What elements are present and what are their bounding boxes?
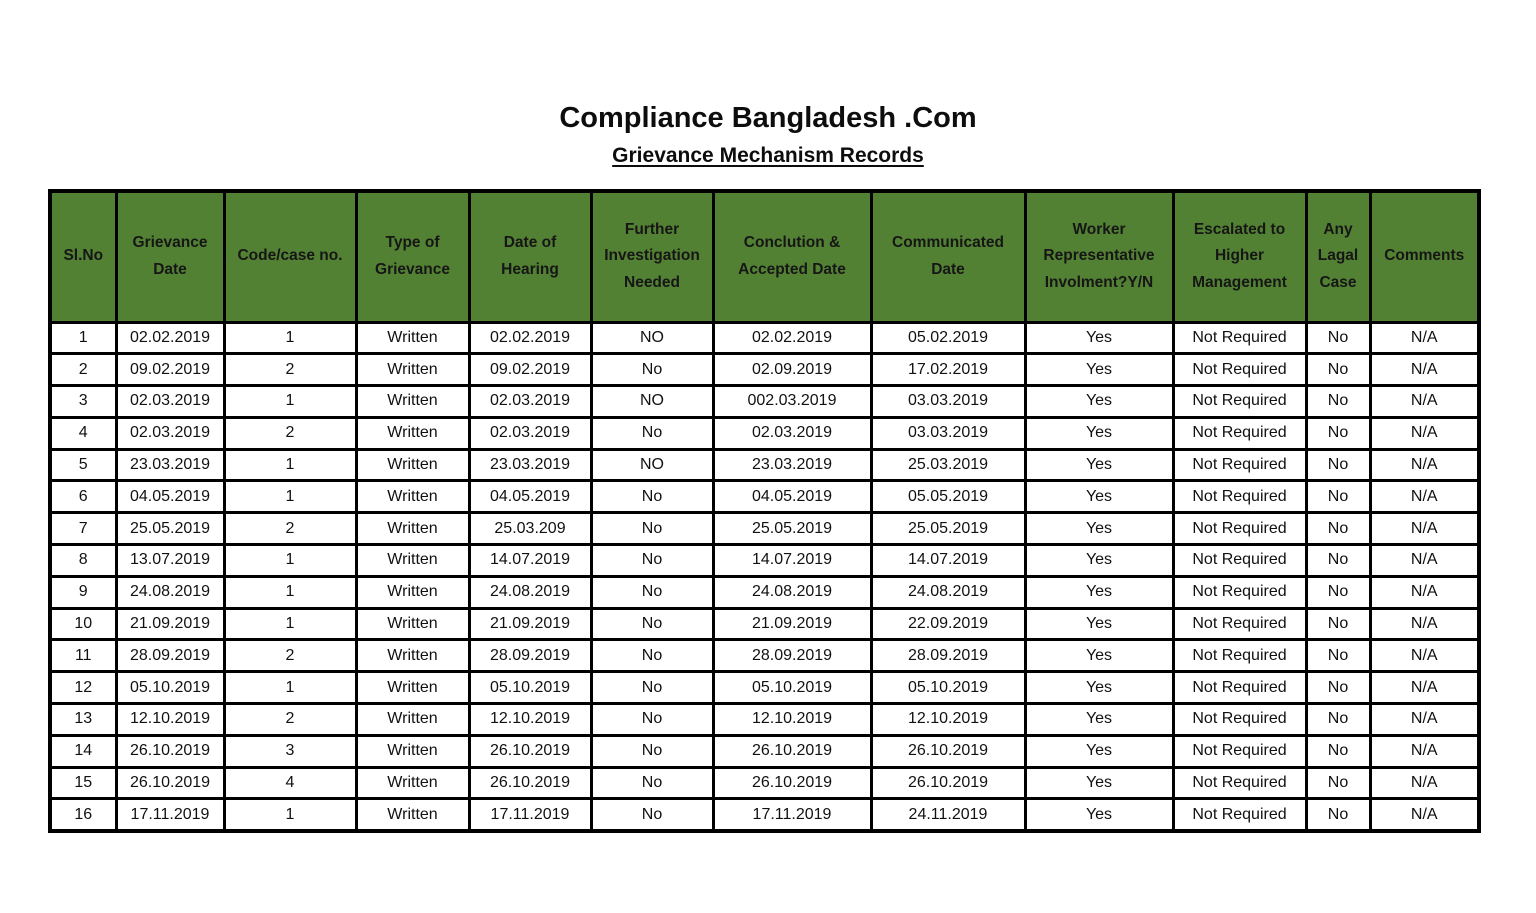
table-cell: 24.08.2019 [469, 576, 591, 608]
table-cell: Not Required [1173, 322, 1306, 354]
table-row [50, 640, 1479, 672]
table-row [50, 704, 1479, 736]
column-header: Sl.No [50, 191, 116, 322]
table-cell: No [1306, 640, 1370, 672]
table-cell: 25.05.2019 [713, 513, 871, 545]
table-cell: 02.03.2019 [469, 386, 591, 418]
table-cell: Yes [1025, 354, 1173, 386]
column-header: Any Lagal Case [1306, 191, 1370, 322]
table-cell: 21.09.2019 [713, 608, 871, 640]
table-cell: Written [356, 481, 469, 513]
table-cell: N/A [1370, 799, 1479, 831]
table-cell: Written [356, 417, 469, 449]
table-cell: Not Required [1173, 417, 1306, 449]
table-cell: 26.10.2019 [871, 767, 1025, 799]
table-cell: No [1306, 799, 1370, 831]
table-cell: 23.03.2019 [116, 449, 224, 481]
table-cell: 1 [224, 449, 356, 481]
table-cell: Yes [1025, 322, 1173, 354]
table-cell: No [591, 545, 713, 577]
table-cell: 05.02.2019 [871, 322, 1025, 354]
table-cell: Not Required [1173, 672, 1306, 704]
table-cell: 17.11.2019 [116, 799, 224, 831]
table-cell: 05.10.2019 [116, 672, 224, 704]
table-cell: Yes [1025, 672, 1173, 704]
grievance-records-table [48, 189, 1481, 833]
table-cell: 16 [50, 799, 116, 831]
table-cell: 1 [224, 545, 356, 577]
table-cell: 23.03.2019 [713, 449, 871, 481]
column-header: Worker Representative Involment?Y/N [1025, 191, 1173, 322]
table-cell: Yes [1025, 545, 1173, 577]
table-cell: 2 [224, 704, 356, 736]
table-cell: 1 [224, 672, 356, 704]
table-cell: NO [591, 386, 713, 418]
table-cell: 14 [50, 735, 116, 767]
table-row [50, 576, 1479, 608]
table-row [50, 481, 1479, 513]
table-cell: 21.09.2019 [469, 608, 591, 640]
table-header [50, 191, 1479, 322]
column-header: Date of Hearing [469, 191, 591, 322]
table-cell: 5 [50, 449, 116, 481]
table-cell: 03.03.2019 [871, 386, 1025, 418]
table-cell: NO [591, 449, 713, 481]
page-title: Compliance Bangladesh .Com [559, 102, 977, 134]
table-cell: Yes [1025, 513, 1173, 545]
table-row [50, 735, 1479, 767]
table-cell: N/A [1370, 672, 1479, 704]
table-cell: 26.10.2019 [713, 767, 871, 799]
table-cell: 02.02.2019 [116, 322, 224, 354]
table-cell: 8 [50, 545, 116, 577]
table-cell: Yes [1025, 640, 1173, 672]
table-cell: 13.07.2019 [116, 545, 224, 577]
table-cell: N/A [1370, 513, 1479, 545]
table-cell: Not Required [1173, 449, 1306, 481]
table-cell: No [1306, 672, 1370, 704]
table-cell: Yes [1025, 704, 1173, 736]
table-cell: 12.10.2019 [116, 704, 224, 736]
table-cell: Yes [1025, 449, 1173, 481]
table-cell: 24.08.2019 [713, 576, 871, 608]
table-cell: 25.03.209 [469, 513, 591, 545]
column-header: Escalated to Higher Management [1173, 191, 1306, 322]
table-cell: No [1306, 545, 1370, 577]
table-cell: 04.05.2019 [713, 481, 871, 513]
table-cell: Yes [1025, 767, 1173, 799]
table-cell: 1 [224, 386, 356, 418]
table-cell: 2 [224, 417, 356, 449]
table-cell: No [591, 354, 713, 386]
table-cell: No [1306, 322, 1370, 354]
table-cell: Not Required [1173, 799, 1306, 831]
table-cell: No [1306, 354, 1370, 386]
table-cell: 10 [50, 608, 116, 640]
table-cell: 6 [50, 481, 116, 513]
table-cell: Yes [1025, 417, 1173, 449]
table-cell: 26.10.2019 [116, 735, 224, 767]
table-cell: No [1306, 608, 1370, 640]
table-row [50, 449, 1479, 481]
table-cell: N/A [1370, 449, 1479, 481]
table-cell: N/A [1370, 417, 1479, 449]
table-cell: 14.07.2019 [713, 545, 871, 577]
table-cell: N/A [1370, 481, 1479, 513]
table-cell: 02.03.2019 [713, 417, 871, 449]
table-cell: No [1306, 449, 1370, 481]
table-cell: 02.03.2019 [116, 417, 224, 449]
table-cell: 1 [224, 576, 356, 608]
table-cell: 28.09.2019 [871, 640, 1025, 672]
table-cell: Not Required [1173, 513, 1306, 545]
table-cell: N/A [1370, 767, 1479, 799]
table-cell: No [1306, 513, 1370, 545]
table-cell: No [591, 640, 713, 672]
table-cell: 25.05.2019 [116, 513, 224, 545]
table-cell: 24.11.2019 [871, 799, 1025, 831]
table-cell: 1 [50, 322, 116, 354]
table-cell: No [591, 767, 713, 799]
page-subtitle: Grievance Mechanism Records [612, 144, 924, 167]
table-cell: 05.10.2019 [871, 672, 1025, 704]
table-cell: Written [356, 545, 469, 577]
table-cell: Written [356, 386, 469, 418]
table-cell: N/A [1370, 354, 1479, 386]
table-row [50, 386, 1479, 418]
table-cell: 24.08.2019 [871, 576, 1025, 608]
table-cell: N/A [1370, 704, 1479, 736]
table-cell: Written [356, 767, 469, 799]
table-cell: Written [356, 449, 469, 481]
column-header: Communicated Date [871, 191, 1025, 322]
table-cell: Written [356, 322, 469, 354]
table-cell: 03.03.2019 [871, 417, 1025, 449]
table-cell: 05.05.2019 [871, 481, 1025, 513]
table-cell: 3 [224, 735, 356, 767]
table-cell: 12.10.2019 [871, 704, 1025, 736]
table-row [50, 608, 1479, 640]
table-cell: No [591, 735, 713, 767]
table-cell: Not Required [1173, 386, 1306, 418]
table-cell: 17.02.2019 [871, 354, 1025, 386]
table-cell: Not Required [1173, 640, 1306, 672]
table-cell: Yes [1025, 576, 1173, 608]
table-cell: No [591, 417, 713, 449]
table-cell: Not Required [1173, 608, 1306, 640]
table-cell: 7 [50, 513, 116, 545]
table-cell: 3 [50, 386, 116, 418]
column-header: Conclution & Accepted Date [713, 191, 871, 322]
column-header: Comments [1370, 191, 1479, 322]
table-cell: Written [356, 576, 469, 608]
table-cell: Not Required [1173, 704, 1306, 736]
table-cell: Written [356, 672, 469, 704]
table-cell: 1 [224, 799, 356, 831]
table-cell: Not Required [1173, 735, 1306, 767]
column-header: Type of Grievance [356, 191, 469, 322]
table-cell: 04.05.2019 [469, 481, 591, 513]
table-cell: N/A [1370, 608, 1479, 640]
table-cell: 05.10.2019 [713, 672, 871, 704]
table-cell: Not Required [1173, 576, 1306, 608]
table-cell: 05.10.2019 [469, 672, 591, 704]
table-row [50, 672, 1479, 704]
table-cell: 25.03.2019 [871, 449, 1025, 481]
table-cell: Yes [1025, 735, 1173, 767]
table-cell: 23.03.2019 [469, 449, 591, 481]
table-cell: N/A [1370, 322, 1479, 354]
table-cell: No [1306, 576, 1370, 608]
table-header-row [50, 191, 1479, 322]
table-cell: Yes [1025, 386, 1173, 418]
table-cell: 9 [50, 576, 116, 608]
table-cell: No [1306, 767, 1370, 799]
table-cell: N/A [1370, 386, 1479, 418]
table-cell: 15 [50, 767, 116, 799]
table-cell: 28.09.2019 [713, 640, 871, 672]
table-cell: 22.09.2019 [871, 608, 1025, 640]
table-cell: 1 [224, 322, 356, 354]
table-body [50, 322, 1479, 831]
table-cell: 11 [50, 640, 116, 672]
table-cell: 21.09.2019 [116, 608, 224, 640]
table-row [50, 322, 1479, 354]
table-cell: 28.09.2019 [116, 640, 224, 672]
table-cell: NO [591, 322, 713, 354]
table-cell: Not Required [1173, 767, 1306, 799]
table-cell: Written [356, 608, 469, 640]
table-cell: 25.05.2019 [871, 513, 1025, 545]
table-cell: 26.10.2019 [469, 735, 591, 767]
table-cell: 26.10.2019 [469, 767, 591, 799]
table-cell: 12.10.2019 [469, 704, 591, 736]
table-cell: 2 [224, 513, 356, 545]
table-cell: 24.08.2019 [116, 576, 224, 608]
table-cell: No [591, 608, 713, 640]
table-cell: 1 [224, 481, 356, 513]
table-cell: 28.09.2019 [469, 640, 591, 672]
table-cell: N/A [1370, 735, 1479, 767]
table-cell: Written [356, 354, 469, 386]
table-cell: 1 [224, 608, 356, 640]
table-cell: 09.02.2019 [469, 354, 591, 386]
table-cell: 04.05.2019 [116, 481, 224, 513]
table-cell: 13 [50, 704, 116, 736]
table-cell: N/A [1370, 545, 1479, 577]
table-cell: 2 [224, 640, 356, 672]
table-cell: 4 [224, 767, 356, 799]
table-cell: 12 [50, 672, 116, 704]
table-cell: 26.10.2019 [713, 735, 871, 767]
table-cell: Written [356, 799, 469, 831]
table-cell: 2 [50, 354, 116, 386]
table-cell: 02.03.2019 [116, 386, 224, 418]
table-cell: No [591, 799, 713, 831]
table-cell: 26.10.2019 [871, 735, 1025, 767]
table-cell: Written [356, 513, 469, 545]
table-cell: 09.02.2019 [116, 354, 224, 386]
table-cell: No [1306, 417, 1370, 449]
table-row [50, 417, 1479, 449]
table-cell: No [591, 704, 713, 736]
table-cell: 17.11.2019 [713, 799, 871, 831]
table-cell: Yes [1025, 481, 1173, 513]
table-cell: Not Required [1173, 481, 1306, 513]
table-row [50, 513, 1479, 545]
table-cell: 02.02.2019 [469, 322, 591, 354]
table-row [50, 767, 1479, 799]
table-cell: 02.09.2019 [713, 354, 871, 386]
table-cell: No [591, 513, 713, 545]
table-cell: N/A [1370, 640, 1479, 672]
table-row [50, 354, 1479, 386]
table-cell: Yes [1025, 608, 1173, 640]
table-cell: No [591, 576, 713, 608]
table-cell: 17.11.2019 [469, 799, 591, 831]
table-cell: Not Required [1173, 545, 1306, 577]
table-cell: No [591, 672, 713, 704]
table-cell: No [1306, 704, 1370, 736]
table-cell: 4 [50, 417, 116, 449]
table-cell: 14.07.2019 [469, 545, 591, 577]
table-cell: Written [356, 704, 469, 736]
table-cell: Written [356, 735, 469, 767]
table-cell: No [1306, 481, 1370, 513]
table-cell: 02.03.2019 [469, 417, 591, 449]
table-cell: 002.03.2019 [713, 386, 871, 418]
table-cell: No [1306, 735, 1370, 767]
column-header: Grievance Date [116, 191, 224, 322]
table-row [50, 799, 1479, 831]
table-cell: 12.10.2019 [713, 704, 871, 736]
column-header: Further Investigation Needed [591, 191, 713, 322]
table-row [50, 545, 1479, 577]
table-cell: Written [356, 640, 469, 672]
table-cell: 14.07.2019 [871, 545, 1025, 577]
table-cell: N/A [1370, 576, 1479, 608]
table-cell: No [591, 481, 713, 513]
table-cell: Yes [1025, 799, 1173, 831]
table-cell: Not Required [1173, 354, 1306, 386]
column-header: Code/case no. [224, 191, 356, 322]
table-cell: 2 [224, 354, 356, 386]
table-cell: No [1306, 386, 1370, 418]
table-cell: 02.02.2019 [713, 322, 871, 354]
table-cell: 26.10.2019 [116, 767, 224, 799]
